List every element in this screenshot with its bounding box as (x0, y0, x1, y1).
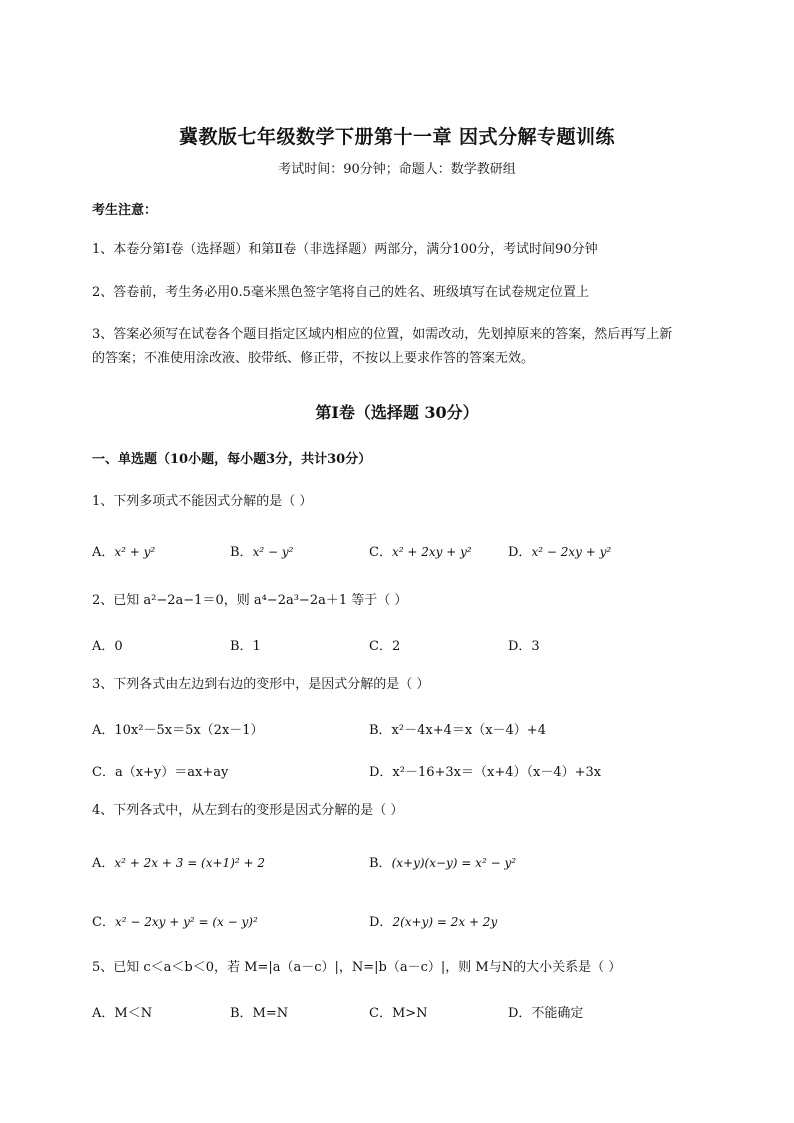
option-math: x² − 2xy + y² (531, 545, 612, 559)
question-2-option-c: C．2 (369, 639, 401, 654)
option-label: A． (92, 545, 115, 560)
question-3-option-c: C．a（x+y）＝ax+ay (92, 765, 229, 780)
part-heading: 一、单选题（10小题，每小题3分，共计30分） (92, 452, 372, 467)
option-math: x² + 2x + 3 = (x+1)² + 2 (114, 856, 266, 870)
question-4-stem: 4、下列各式中，从左到右的变形是因式分解的是（ ） (92, 803, 404, 818)
notice-heading: 考生注意： (92, 203, 158, 218)
question-2-option-b: B．1 (230, 639, 261, 654)
notice-item-3: 3、答案必须写在试卷各个题目指定区域内相应的位置，如需改动，先划掉原来的答案，然后再写上新 (92, 327, 673, 342)
notice-item-2: 2、答卷前，考生务必用0.5毫米黑色签字笔将自己的姓名、班级填写在试卷规定位置上 (92, 285, 589, 300)
question-4-option-c (92, 911, 258, 930)
question-4-option-a (92, 852, 265, 871)
question-4-option-b (369, 852, 516, 871)
question-5-option-c: C．M>N (369, 1006, 428, 1021)
option-label: D． (369, 915, 393, 930)
notice-item-1: 1、本卷分第Ⅰ卷（选择题）和第Ⅱ卷（非选择题）两部分，满分100分，考试时间90分钟 (92, 242, 598, 257)
question-1-stem: 1、下列多项式不能因式分解的是（ ） (92, 494, 313, 509)
option-label: A． (92, 856, 115, 871)
question-1-option-b (230, 541, 293, 560)
question-4-option-d (369, 911, 497, 930)
option-label: D． (508, 545, 532, 560)
option-math: x² + 2xy + y² (391, 545, 472, 559)
question-5-option-a: A．M＜N (92, 1006, 153, 1021)
option-math: x² − 2xy + y² = (x − y)² (114, 915, 258, 929)
question-2-option-a: A．0 (92, 639, 123, 654)
page-subtitle: 考试时间：90分钟；命题人：数学教研组 (278, 162, 516, 177)
option-label: B． (230, 545, 253, 560)
option-label: C． (369, 545, 392, 560)
question-2-stem: 2、已知 a²−2a−1＝0，则 a⁴−2a³−2a＋1 等于（ ） (92, 593, 408, 608)
question-3-stem: 3、下列各式由左边到右边的变形中，是因式分解的是（ ） (92, 677, 430, 692)
question-3-option-d: D．x²－16+3x＝（x+4）（x－4）+3x (369, 765, 602, 780)
option-label: B． (369, 856, 392, 871)
question-3-option-b: B．x²－4x+4＝x（x－4）+4 (369, 723, 546, 738)
option-math: x² + y² (114, 545, 156, 559)
section-title: 第Ⅰ卷（选择题 30分） (315, 403, 479, 422)
option-label: C． (92, 915, 115, 930)
page-title: 冀教版七年级数学下册第十一章 因式分解专题训练 (178, 126, 616, 148)
option-math: (x+y)(x−y) = x² − y² (391, 856, 517, 870)
question-5-option-b: B．M=N (230, 1006, 289, 1021)
option-math: 2(x+y) = 2x + 2y (392, 915, 498, 929)
question-1-option-d (508, 541, 611, 560)
question-5-option-d: D．不能确定 (508, 1006, 584, 1021)
question-1-option-a (92, 541, 155, 560)
question-5-stem: 5、已知 c＜a＜b＜0，若 M=|a（a－c）|，N=|b（a－c）|，则 M与N的大小关系是（ ） (92, 960, 622, 975)
question-1-option-c (369, 541, 472, 560)
question-3-option-a: A．10x²－5x＝5x（2x－1） (92, 723, 264, 738)
option-math: x² − y² (252, 545, 294, 559)
notice-item-3-cont: 的答案；不准使用涂改液、胶带纸、修正带，不按以上要求作答的答案无效。 (92, 351, 535, 366)
question-2-option-d: D．3 (508, 639, 540, 654)
